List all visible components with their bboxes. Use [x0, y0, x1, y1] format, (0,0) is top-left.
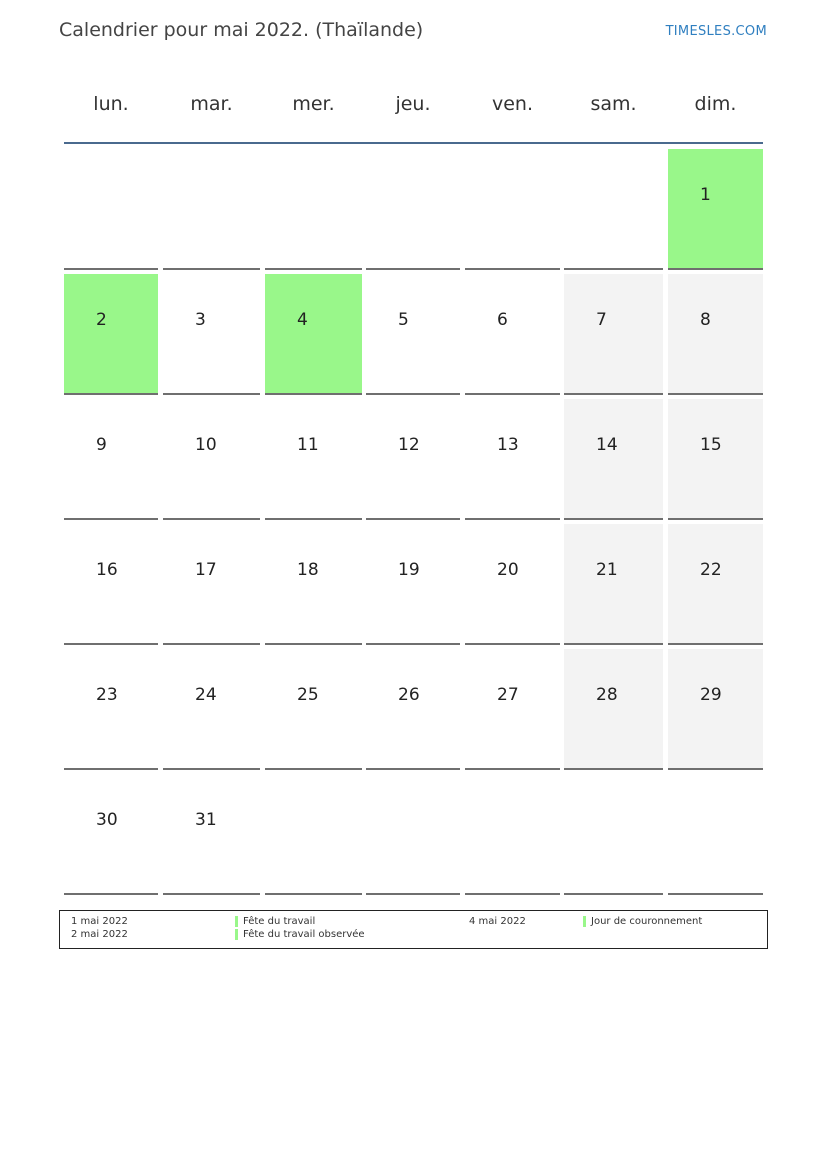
- day-number: 23: [96, 685, 118, 705]
- empty-day-cell: [163, 149, 260, 270]
- day-cell[interactable]: [163, 524, 260, 645]
- day-cell[interactable]: [64, 524, 158, 645]
- empty-day-cell: [465, 149, 560, 270]
- legend-holiday-name: Jour de couronnement: [591, 916, 703, 927]
- day-number: 8: [700, 310, 711, 330]
- day-cell[interactable]: [465, 399, 560, 520]
- day-cell[interactable]: [163, 399, 260, 520]
- day-number: 31: [195, 810, 217, 830]
- weekday-label: jeu.: [395, 93, 431, 115]
- day-number: 29: [700, 685, 722, 705]
- day-cell[interactable]: [64, 774, 158, 895]
- day-cell[interactable]: [265, 649, 362, 770]
- day-number: 16: [96, 560, 118, 580]
- day-number: 19: [398, 560, 420, 580]
- legend-color-swatch: [583, 916, 586, 927]
- day-number: 20: [497, 560, 519, 580]
- legend-date: 1 mai 2022: [71, 916, 128, 927]
- day-cell[interactable]: [668, 524, 763, 645]
- day-number: 28: [596, 685, 618, 705]
- day-cell[interactable]: [265, 399, 362, 520]
- empty-day-cell: [564, 774, 663, 895]
- empty-day-cell: [465, 774, 560, 895]
- empty-day-cell: [265, 774, 362, 895]
- weekday-label: dim.: [694, 93, 737, 115]
- day-number: 6: [497, 310, 508, 330]
- day-number: 2: [96, 310, 107, 330]
- day-cell[interactable]: [64, 649, 158, 770]
- empty-day-cell: [265, 149, 362, 270]
- day-number: 12: [398, 435, 420, 455]
- day-cell[interactable]: [163, 774, 260, 895]
- day-cell[interactable]: [668, 649, 763, 770]
- day-number: 11: [297, 435, 319, 455]
- day-cell[interactable]: [564, 649, 663, 770]
- day-cell[interactable]: [366, 274, 460, 395]
- page-title: Calendrier pour mai 2022. (Thaïlande): [59, 19, 424, 41]
- day-cell[interactable]: [668, 399, 763, 520]
- day-cell[interactable]: [265, 274, 362, 395]
- day-number: 21: [596, 560, 618, 580]
- day-number: 3: [195, 310, 206, 330]
- empty-day-cell: [366, 774, 460, 895]
- day-cell[interactable]: [366, 649, 460, 770]
- day-cell[interactable]: [163, 274, 260, 395]
- day-number: 18: [297, 560, 319, 580]
- weekday-label: ven.: [491, 93, 533, 115]
- legend-holiday-name: Fête du travail: [243, 916, 316, 927]
- day-cell[interactable]: [64, 274, 158, 395]
- day-cell[interactable]: [265, 524, 362, 645]
- legend-color-swatch: [235, 929, 238, 940]
- day-cell[interactable]: [668, 274, 763, 395]
- day-number: 22: [700, 560, 722, 580]
- weekday-label: lun.: [93, 93, 129, 115]
- weekday-header-row: [64, 82, 763, 126]
- brand-link[interactable]: TIMESLES.COM: [665, 24, 767, 39]
- legend-date: 2 mai 2022: [71, 929, 128, 940]
- empty-day-cell: [64, 149, 158, 270]
- empty-day-cell: [668, 774, 763, 895]
- header-divider: [64, 142, 763, 144]
- day-cell[interactable]: [366, 399, 460, 520]
- day-cell[interactable]: [564, 524, 663, 645]
- day-number: 4: [297, 310, 308, 330]
- holiday-legend: [59, 910, 768, 949]
- empty-day-cell: [366, 149, 460, 270]
- day-number: 5: [398, 310, 409, 330]
- day-cell[interactable]: [163, 649, 260, 770]
- day-cell[interactable]: [564, 274, 663, 395]
- weekday-label: sam.: [590, 93, 637, 115]
- day-number: 17: [195, 560, 217, 580]
- day-number: 1: [700, 185, 711, 205]
- day-number: 10: [195, 435, 217, 455]
- weekday-label: mar.: [190, 93, 233, 115]
- day-number: 14: [596, 435, 618, 455]
- day-number: 13: [497, 435, 519, 455]
- legend-holiday-name: Fête du travail observée: [243, 929, 365, 940]
- day-number: 9: [96, 435, 107, 455]
- day-cell[interactable]: [465, 649, 560, 770]
- empty-day-cell: [564, 149, 663, 270]
- day-cell[interactable]: [465, 524, 560, 645]
- day-number: 24: [195, 685, 217, 705]
- day-number: 30: [96, 810, 118, 830]
- day-number: 7: [596, 310, 607, 330]
- weekday-label: mer.: [292, 93, 335, 115]
- day-number: 25: [297, 685, 319, 705]
- day-number: 15: [700, 435, 722, 455]
- day-cell[interactable]: [64, 399, 158, 520]
- day-cell[interactable]: [668, 149, 763, 270]
- day-cell[interactable]: [366, 524, 460, 645]
- day-number: 26: [398, 685, 420, 705]
- day-number: 27: [497, 685, 519, 705]
- day-cell[interactable]: [465, 274, 560, 395]
- legend-date: 4 mai 2022: [469, 916, 526, 927]
- day-cell[interactable]: [564, 399, 663, 520]
- legend-color-swatch: [235, 916, 238, 927]
